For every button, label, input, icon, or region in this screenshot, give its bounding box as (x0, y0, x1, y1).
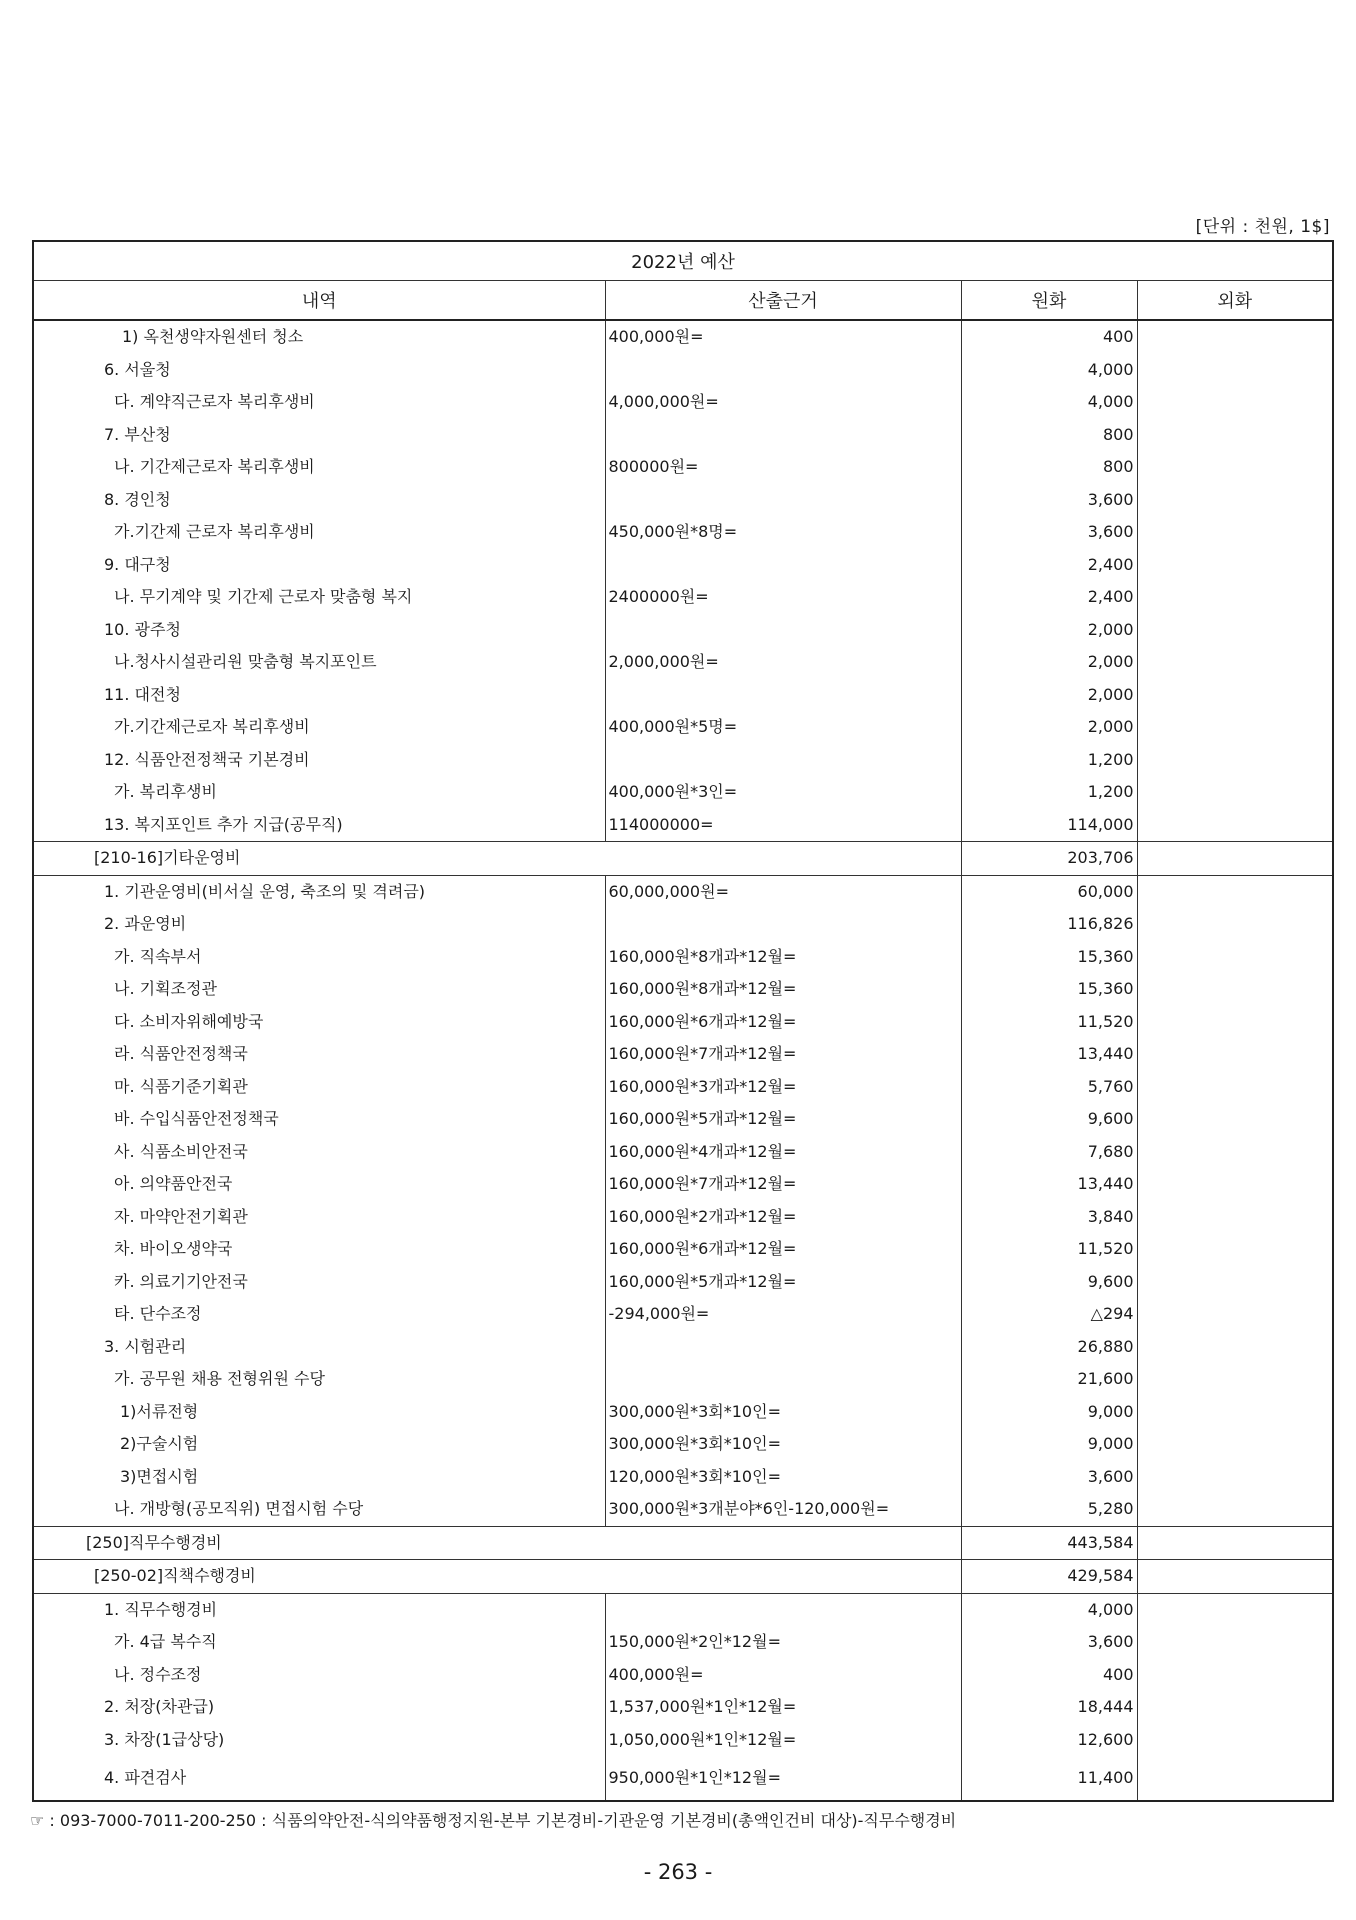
row-item: 13. 복지포인트 추가 지급(공무직) (33, 809, 605, 842)
row-fx (1137, 1233, 1333, 1266)
row-fx (1137, 875, 1333, 908)
row-fx (1137, 1724, 1333, 1757)
row-basis (605, 1593, 961, 1626)
row-item: 3. 차장(1급상당) (33, 1724, 605, 1757)
table-row (33, 908, 1333, 941)
row-item: 10. 광주청 (33, 614, 605, 647)
table-row (33, 1136, 1333, 1169)
table-row (33, 1168, 1333, 1201)
row-fx (1137, 1756, 1333, 1801)
row-fx (1137, 1691, 1333, 1724)
row-basis: 160,000원*6개과*12월= (605, 1006, 961, 1039)
row-krw: 9,600 (961, 1266, 1137, 1299)
row-krw: 15,360 (961, 973, 1137, 1006)
page-number: - 263 - (643, 1860, 713, 1884)
row-krw: 18,444 (961, 1691, 1137, 1724)
table-row (33, 711, 1333, 744)
row-basis: 800000원= (605, 451, 961, 484)
table-row (33, 1331, 1333, 1364)
row-krw: 3,600 (961, 1461, 1137, 1494)
row-krw: 3,600 (961, 484, 1137, 517)
row-basis: 160,000원*7개과*12월= (605, 1168, 961, 1201)
row-fx (1137, 614, 1333, 647)
row-basis (605, 549, 961, 582)
row-fx (1137, 581, 1333, 614)
row-krw: 21,600 (961, 1363, 1137, 1396)
row-fx (1137, 516, 1333, 549)
row-item: [250]직무수행경비 (33, 1526, 961, 1560)
row-basis: 160,000원*3개과*12월= (605, 1071, 961, 1104)
row-basis: 114000000= (605, 809, 961, 842)
row-krw: 15,360 (961, 941, 1137, 974)
table-row (33, 549, 1333, 582)
row-krw: 400 (961, 1659, 1137, 1692)
row-basis (605, 614, 961, 647)
row-krw: 11,520 (961, 1233, 1137, 1266)
row-basis: 4,000,000원= (605, 386, 961, 419)
table-title: 2022년 예산 (33, 241, 1333, 281)
row-fx (1137, 1006, 1333, 1039)
row-item: 자. 마약안전기획관 (33, 1201, 605, 1234)
row-fx (1137, 1136, 1333, 1169)
row-fx (1137, 1201, 1333, 1234)
row-item: 차. 바이오생약국 (33, 1233, 605, 1266)
table-row (33, 1593, 1333, 1626)
row-krw: 116,826 (961, 908, 1137, 941)
table-row (33, 1363, 1333, 1396)
table-row (33, 451, 1333, 484)
row-fx (1137, 908, 1333, 941)
row-fx (1137, 1626, 1333, 1659)
row-item: 1. 기관운영비(비서실 운영, 축조의 및 격려금) (33, 875, 605, 908)
row-krw: 400 (961, 320, 1137, 354)
row-item: 가. 직속부서 (33, 941, 605, 974)
row-basis: 60,000,000원= (605, 875, 961, 908)
row-fx (1137, 386, 1333, 419)
row-fx (1137, 1396, 1333, 1429)
row-basis: 160,000원*5개과*12월= (605, 1266, 961, 1299)
row-krw: 12,600 (961, 1724, 1137, 1757)
row-fx (1137, 1560, 1333, 1594)
row-krw: 114,000 (961, 809, 1137, 842)
row-basis: 2,000,000원= (605, 646, 961, 679)
row-item: 8. 경인청 (33, 484, 605, 517)
table-row (33, 1626, 1333, 1659)
budget-table (32, 240, 1334, 1802)
table-body (33, 320, 1333, 1801)
row-basis: 400,000원*3인= (605, 776, 961, 809)
row-fx (1137, 1363, 1333, 1396)
row-krw: 13,440 (961, 1038, 1137, 1071)
row-krw: 4,000 (961, 1593, 1137, 1626)
row-basis: 160,000원*5개과*12월= (605, 1103, 961, 1136)
table-row (33, 1691, 1333, 1724)
row-item: 7. 부산청 (33, 419, 605, 452)
row-item: 나. 기간제근로자 복리후생비 (33, 451, 605, 484)
row-item: 2. 과운영비 (33, 908, 605, 941)
row-krw: 2,000 (961, 679, 1137, 712)
row-basis: 160,000원*6개과*12월= (605, 1233, 961, 1266)
table-row (33, 1756, 1333, 1801)
row-krw: 4,000 (961, 386, 1137, 419)
row-fx (1137, 711, 1333, 744)
row-item: 2)구술시험 (33, 1428, 605, 1461)
row-item: 3. 시험관리 (33, 1331, 605, 1364)
row-item: [210-16]기타운영비 (33, 842, 961, 876)
row-basis: 160,000원*4개과*12월= (605, 1136, 961, 1169)
row-krw: 1,200 (961, 744, 1137, 777)
row-item: 바. 수입식품안전정책국 (33, 1103, 605, 1136)
row-basis: 1,050,000원*1인*12월= (605, 1724, 961, 1757)
unit-note: [단위 : 천원, 1$] (1195, 217, 1330, 237)
row-basis (605, 679, 961, 712)
table-row (33, 973, 1333, 1006)
row-item: 라. 식품안전정책국 (33, 1038, 605, 1071)
table-row (33, 1103, 1333, 1136)
row-basis: 160,000원*8개과*12월= (605, 973, 961, 1006)
row-basis: 400,000원= (605, 320, 961, 354)
row-fx (1137, 1526, 1333, 1560)
row-krw: 2,000 (961, 711, 1137, 744)
table-row (33, 1201, 1333, 1234)
table-row (33, 320, 1333, 354)
row-item: 나. 무기계약 및 기간제 근로자 맞춤형 복지 (33, 581, 605, 614)
table-row (33, 1493, 1333, 1526)
table-row (33, 1038, 1333, 1071)
row-krw: 9,000 (961, 1428, 1137, 1461)
row-krw: △294 (961, 1298, 1137, 1331)
row-basis (605, 1363, 961, 1396)
row-krw: 4,000 (961, 354, 1137, 387)
row-fx (1137, 1659, 1333, 1692)
row-basis: 1,537,000원*1인*12월= (605, 1691, 961, 1724)
row-krw: 203,706 (961, 842, 1137, 876)
row-krw: 11,400 (961, 1756, 1137, 1801)
row-item: 11. 대전청 (33, 679, 605, 712)
row-basis: 950,000원*1인*12월= (605, 1756, 961, 1801)
table-row (33, 1396, 1333, 1429)
row-krw: 2,400 (961, 581, 1137, 614)
row-krw: 9,000 (961, 1396, 1137, 1429)
table-row (33, 1233, 1333, 1266)
row-fx (1137, 1428, 1333, 1461)
table-row (33, 1526, 1333, 1560)
row-basis: 120,000원*3회*10인= (605, 1461, 961, 1494)
row-item: [250-02]직책수행경비 (33, 1560, 961, 1594)
row-basis (605, 1331, 961, 1364)
row-fx (1137, 1493, 1333, 1526)
row-basis: 150,000원*2인*12월= (605, 1626, 961, 1659)
row-krw: 5,280 (961, 1493, 1137, 1526)
row-fx (1137, 549, 1333, 582)
row-item: 9. 대구청 (33, 549, 605, 582)
row-item: 타. 단수조정 (33, 1298, 605, 1331)
row-item: 나. 개방형(공모직위) 면접시험 수당 (33, 1493, 605, 1526)
row-item: 가. 4급 복수직 (33, 1626, 605, 1659)
table-row (33, 614, 1333, 647)
row-basis: 160,000원*2개과*12월= (605, 1201, 961, 1234)
table-row (33, 941, 1333, 974)
row-fx (1137, 809, 1333, 842)
table-row (33, 1461, 1333, 1494)
row-item: 가. 공무원 채용 전형위원 수당 (33, 1363, 605, 1396)
row-krw: 1,200 (961, 776, 1137, 809)
row-fx (1137, 1298, 1333, 1331)
row-basis: 160,000원*7개과*12월= (605, 1038, 961, 1071)
footnote: ☞ : 093-7000-7011-200-250 : 식품의약안전-식의약품행정지원-본부 기본경비-기관운영 기본경비(총액인건비 대상)-직무수행경비 (30, 1811, 957, 1830)
table-row (33, 842, 1333, 876)
row-fx (1137, 941, 1333, 974)
row-item: 1. 직무수행경비 (33, 1593, 605, 1626)
table-row (33, 1428, 1333, 1461)
row-basis: 450,000원*8명= (605, 516, 961, 549)
row-krw: 800 (961, 419, 1137, 452)
row-fx (1137, 451, 1333, 484)
table-row (33, 1071, 1333, 1104)
row-krw: 443,584 (961, 1526, 1137, 1560)
row-krw: 60,000 (961, 875, 1137, 908)
row-item: 아. 의약품안전국 (33, 1168, 605, 1201)
table-row (33, 744, 1333, 777)
table-row (33, 386, 1333, 419)
table-row (33, 516, 1333, 549)
row-fx (1137, 1266, 1333, 1299)
table-row (33, 1659, 1333, 1692)
row-item: 나. 기획조정관 (33, 973, 605, 1006)
row-krw: 26,880 (961, 1331, 1137, 1364)
row-item: 12. 식품안전정책국 기본경비 (33, 744, 605, 777)
row-fx (1137, 1593, 1333, 1626)
table-row (33, 1298, 1333, 1331)
row-fx (1137, 973, 1333, 1006)
table-row (33, 419, 1333, 452)
row-fx (1137, 484, 1333, 517)
row-krw: 11,520 (961, 1006, 1137, 1039)
row-item: 다. 계약직근로자 복리후생비 (33, 386, 605, 419)
row-krw: 3,840 (961, 1201, 1137, 1234)
header-item: 내역 (33, 281, 605, 321)
header-krw: 원화 (961, 281, 1137, 321)
row-krw: 5,760 (961, 1071, 1137, 1104)
row-krw: 800 (961, 451, 1137, 484)
row-item: 마. 식품기준기획관 (33, 1071, 605, 1104)
table-row (33, 581, 1333, 614)
row-fx (1137, 679, 1333, 712)
row-item: 2. 처장(차관급) (33, 1691, 605, 1724)
row-krw: 429,584 (961, 1560, 1137, 1594)
row-fx (1137, 1103, 1333, 1136)
row-item: 카. 의료기기안전국 (33, 1266, 605, 1299)
row-basis: 400,000원*5명= (605, 711, 961, 744)
table-row (33, 1006, 1333, 1039)
row-krw: 3,600 (961, 516, 1137, 549)
row-basis: 300,000원*3회*10인= (605, 1428, 961, 1461)
row-item: 나. 정수조정 (33, 1659, 605, 1692)
row-fx (1137, 1461, 1333, 1494)
row-item: 6. 서울청 (33, 354, 605, 387)
row-item: 다. 소비자위해예방국 (33, 1006, 605, 1039)
table-row (33, 1266, 1333, 1299)
row-krw: 9,600 (961, 1103, 1137, 1136)
table-row (33, 646, 1333, 679)
row-krw: 2,400 (961, 549, 1137, 582)
row-item: 가. 복리후생비 (33, 776, 605, 809)
row-item: 1) 옥천생약자원센터 청소 (33, 320, 605, 354)
row-fx (1137, 776, 1333, 809)
row-basis (605, 354, 961, 387)
table-row (33, 776, 1333, 809)
row-basis: 400,000원= (605, 1659, 961, 1692)
row-basis: -294,000원= (605, 1298, 961, 1331)
row-fx (1137, 842, 1333, 876)
row-fx (1137, 354, 1333, 387)
row-basis: 300,000원*3회*10인= (605, 1396, 961, 1429)
row-krw: 13,440 (961, 1168, 1137, 1201)
row-fx (1137, 744, 1333, 777)
row-fx (1137, 419, 1333, 452)
row-item: 1)서류전형 (33, 1396, 605, 1429)
row-krw: 3,600 (961, 1626, 1137, 1659)
row-item: 가.기간제 근로자 복리후생비 (33, 516, 605, 549)
row-basis: 300,000원*3개분야*6인-120,000원= (605, 1493, 961, 1526)
row-item: 가.기간제근로자 복리후생비 (33, 711, 605, 744)
row-basis: 160,000원*8개과*12월= (605, 941, 961, 974)
table-row (33, 1724, 1333, 1757)
row-item: 4. 파견검사 (33, 1756, 605, 1801)
row-fx (1137, 1071, 1333, 1104)
table-row (33, 354, 1333, 387)
header-fx: 외화 (1137, 281, 1333, 321)
row-fx (1137, 1038, 1333, 1071)
row-basis (605, 484, 961, 517)
row-fx (1137, 646, 1333, 679)
row-basis (605, 908, 961, 941)
table-row (33, 875, 1333, 908)
header-basis: 산출근거 (605, 281, 961, 321)
row-fx (1137, 320, 1333, 354)
row-fx (1137, 1331, 1333, 1364)
row-krw: 2,000 (961, 646, 1137, 679)
row-basis (605, 744, 961, 777)
table-row (33, 679, 1333, 712)
row-item: 3)면접시험 (33, 1461, 605, 1494)
row-item: 사. 식품소비안전국 (33, 1136, 605, 1169)
row-krw: 7,680 (961, 1136, 1137, 1169)
row-item: 나.청사시설관리원 맞춤형 복지포인트 (33, 646, 605, 679)
row-fx (1137, 1168, 1333, 1201)
table-row (33, 484, 1333, 517)
row-basis: 2400000원= (605, 581, 961, 614)
table-row (33, 1560, 1333, 1594)
row-krw: 2,000 (961, 614, 1137, 647)
table-row (33, 809, 1333, 842)
row-basis (605, 419, 961, 452)
